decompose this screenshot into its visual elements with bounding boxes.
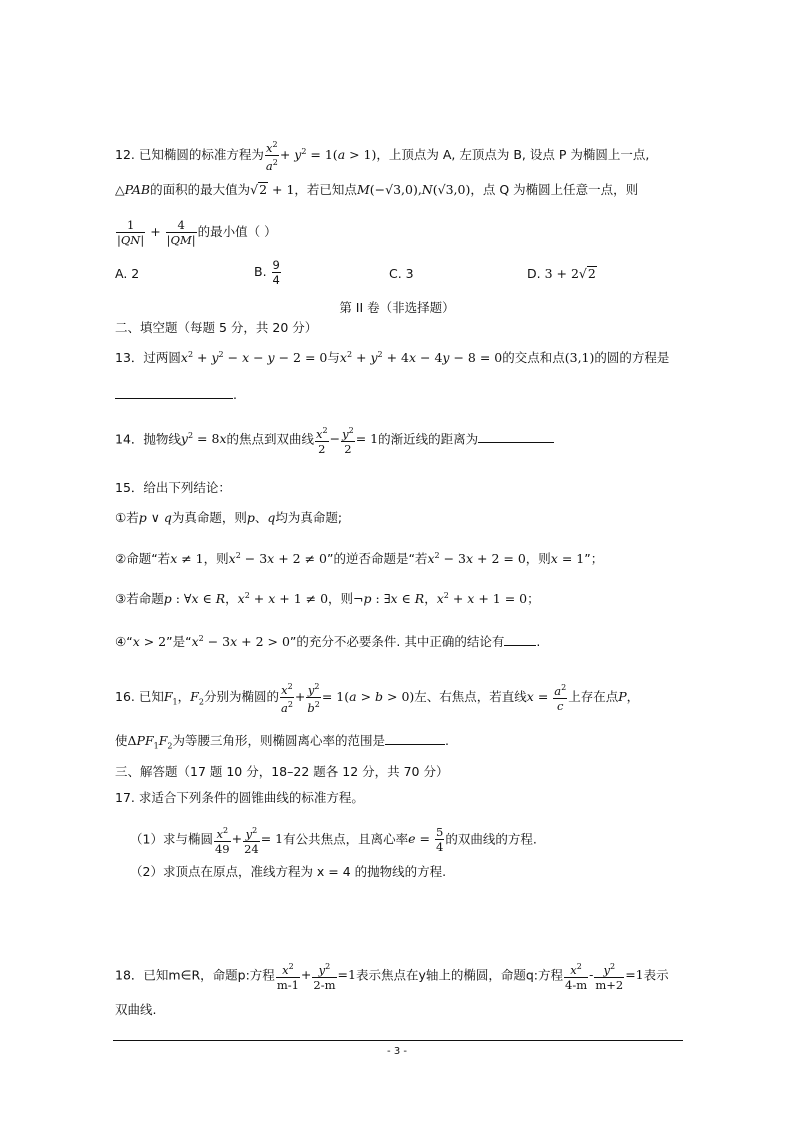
q12-ellipse-eq: $\frac{x^2}{a^2}$ + $y^2 = 1(a > 1)$ — [265, 140, 377, 173]
q15-i1-p: p — [246, 510, 255, 525]
q18-eq-p: $\frac{x^2}{m-1}$ + $\frac{y^2}{2-m}$ =1 — [276, 962, 356, 992]
q13-circle-1: $x^2 + y^2 - x - y - 2 = 0$ — [180, 350, 328, 366]
q17-part-2: （2）求顶点在原点，准线方程为 x = 4 的抛物线的方程. — [130, 864, 447, 879]
q15-i2-a: ②命题“若 — [115, 551, 171, 567]
q15-i4-ineq: $x^2 - 3x + 2 > 0$ — [191, 634, 290, 650]
q16-text-2b: 为等腰三角形，则椭圆离心率的范围是 — [172, 733, 386, 748]
q15-i2-e: ”； — [584, 551, 604, 567]
q13-end: . — [233, 387, 237, 402]
q15-i2-cond: x ≠ 1 — [170, 551, 204, 567]
q17-p1-a: （1）求与椭圆 — [130, 831, 213, 847]
q18-eq-q: $\frac{x^2}{4-m}$ - $\frac{y^2}{m+2}$ =1 — [565, 962, 644, 992]
q12-text-2c: ，点 Q 为椭圆上任意一点，则 — [470, 182, 639, 197]
page-number: - 3 - — [387, 1046, 407, 1057]
q12-option-d — [527, 264, 597, 284]
q12-max-area: √2 + 1 — [250, 182, 295, 197]
q15-i1-b: 为真命题，则 — [171, 510, 247, 525]
q12-line3 — [115, 218, 277, 247]
q13-point: (3,1) — [564, 350, 595, 366]
q12-line1 — [115, 138, 649, 173]
q14-line — [115, 424, 554, 456]
q13-circle-2: $x^2 + y^2 + 4x - 4y - 8 = 0$ — [339, 350, 503, 366]
section-2-heading: 二、填空题（每题 5 分，共 20 分） — [115, 320, 318, 335]
q18-text-c: 表示 — [643, 967, 669, 983]
q15-item-4 — [115, 629, 540, 652]
q13-answer-blank[interactable] — [115, 386, 233, 399]
q16-answer-blank[interactable] — [385, 732, 445, 745]
q15-intro: 15．给出下列结论： — [115, 480, 231, 495]
q15-i3-b: ，则 — [328, 591, 354, 607]
q15-i3-notp: ¬p : ∃x ∈ R，$x^2 + x + 1 = 0$； — [353, 591, 540, 607]
q12-text-3b: 的最小值（ ） — [197, 224, 277, 239]
q13-text-c: 的交点和点 — [502, 350, 565, 366]
q15-i1-a: ①若 — [115, 510, 139, 525]
q18-text-a: 18．已知m∈R，命题p:方程 — [115, 967, 275, 983]
q16-ellipse: $\frac{x^2}{a^2}$ + $\frac{y^2}{b^2}$ = 1(a > b > 0) — [280, 682, 415, 715]
q15-i1-pq: p ∨ q — [138, 510, 172, 525]
q13-text-a: 13．过两圆 — [115, 350, 181, 366]
q14-text-b: 的焦点到双曲线 — [226, 431, 315, 447]
q12-option-d-label: D. — [527, 266, 541, 281]
q18-line2: 双曲线. — [115, 1002, 157, 1017]
q12-line2 — [115, 180, 638, 200]
q15-i2-concl2: x = 1 — [550, 551, 585, 567]
q14-text-c: 的渐近线的距离为 — [378, 431, 479, 447]
q15-item-2 — [115, 546, 603, 569]
q12-option-b-label: B. — [254, 264, 267, 279]
q15-i1-c: 、 — [254, 510, 268, 525]
q15-i4-c: ”的充分不必要条件. 其中正确的结论有 — [289, 634, 505, 650]
q15-i4-b: ”是“ — [166, 634, 192, 650]
q15-i4-x: x > 2 — [132, 634, 167, 650]
q15-i2-b: ，则 — [203, 551, 229, 567]
q12-option-d-value: 3 + 2√2 — [544, 266, 596, 281]
section-title: 第 II 卷（非选择题） — [339, 300, 455, 315]
q15-i2-cond2: $x^2 - 3x + 2 = 0$ — [427, 551, 526, 567]
q15-i4-a: ④“ — [115, 634, 133, 650]
q16-foci: $F_1$，$F_2$ — [163, 688, 204, 707]
q18-line1 — [115, 960, 669, 992]
q12-option-c: C. 3 — [389, 266, 414, 281]
q12-text-2b: ，若已知点 — [294, 182, 357, 197]
q17-ellipse: $\frac{x^2}{49}$ + $\frac{y^2}{24}$ = 1 — [214, 826, 284, 856]
q15-i3-p: p : ∀x ∈ R，$x^2 + x + 1 \ne 0$ — [163, 591, 329, 607]
q12-triangle-pab: △PAB — [115, 182, 151, 197]
q14-parabola: $y^2 = 8x$ — [180, 431, 227, 447]
q17-part-1 — [130, 824, 537, 856]
q12-points-mn: M(−√3,0),N(√3,0) — [356, 182, 471, 197]
q15-i4-end: . — [536, 634, 541, 650]
q12-expression: $\frac{1}{|QN|}$ + $\frac{4}{|QM|}$ — [117, 218, 196, 247]
q16-point-p: P， — [618, 688, 640, 704]
q16-text-a: 16. 已知 — [115, 688, 164, 704]
q14-hyperbola: $\frac{x^2}{2}$ − $\frac{y^2}{2}$ = 1 — [316, 426, 379, 456]
q15-i2-concl: $x^2 - 3x + 2 \ne 0$ — [228, 551, 327, 567]
q15-item-1 — [115, 508, 342, 528]
q16-text-d: 上存在点 — [568, 688, 619, 704]
q16-line-eq: x = $\frac{a^2}{c}$ — [526, 683, 567, 714]
q17-p1-b: 有公共焦点，且离心率 — [283, 831, 409, 847]
q15-answer-blank[interactable] — [504, 633, 536, 646]
q13-text-b: 与 — [327, 350, 340, 366]
q17-p1-c: 的双曲线的方程. — [445, 831, 537, 847]
q13-line2 — [115, 385, 237, 405]
q16-text-c: 左、右焦点，若直线 — [414, 688, 527, 704]
q13-text-d: 的圆的方程是 — [594, 350, 670, 366]
footer-divider — [113, 1040, 683, 1041]
q16-line1 — [115, 680, 639, 715]
q16-text-2a: 使 — [115, 733, 128, 748]
q16-line2 — [115, 731, 449, 757]
q17-eccentricity: e = $\frac{5}{4}$ — [408, 825, 444, 855]
q13-line1 — [115, 345, 669, 368]
q16-triangle: $\Delta PF_1F_2$ — [127, 733, 173, 751]
q18-text-b: 表示焦点在y轴上的椭圆，命题q:方程 — [355, 967, 563, 983]
q15-item-3 — [115, 586, 540, 609]
q16-end: . — [445, 733, 450, 748]
q15-i1-d: 均为真命题; — [275, 510, 343, 525]
q12-text-1b: ，上顶点为 A, 左顶点为 B, 设点 P 为椭圆上一点, — [376, 146, 650, 162]
q12-option-b-fraction: $\frac{9}{4}$ — [272, 258, 280, 287]
q15-i1-q: q — [267, 510, 276, 525]
q17-title: 17. 求适合下列条件的圆锥曲线的标准方程。 — [115, 790, 364, 805]
q14-text-a: 14．抛物线 — [115, 431, 181, 447]
section-3-heading: 三、解答题（17 题 10 分，18–22 题各 12 分，共 70 分） — [115, 764, 449, 779]
q15-i3-a: ③若命题 — [115, 591, 164, 607]
q15-i2-d: ，则 — [525, 551, 551, 567]
q12-text-2a: 的面积的最大值为 — [150, 182, 251, 197]
q12-option-b — [254, 258, 282, 287]
q14-answer-blank[interactable] — [478, 430, 554, 443]
q12-text-1a: 12. 已知椭圆的标准方程为 — [115, 146, 264, 162]
q16-text-b: 分别为椭圆的 — [203, 688, 279, 704]
q15-i2-c: ”的逆否命题是“若 — [326, 551, 428, 567]
q12-option-a: A. 2 — [115, 266, 140, 281]
